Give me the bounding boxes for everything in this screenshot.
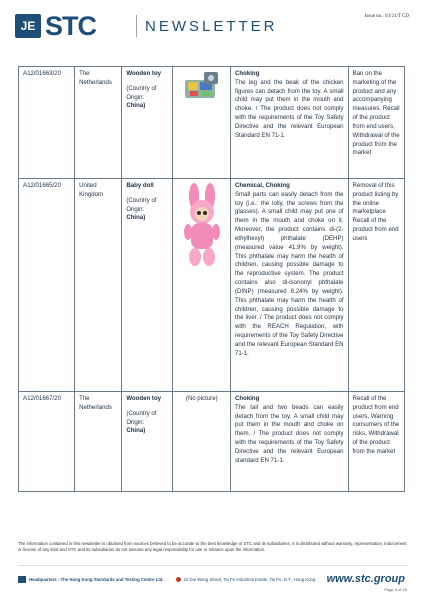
origin-value: China)	[126, 102, 146, 110]
product-cell	[122, 179, 173, 392]
recall-table	[18, 66, 405, 492]
origin-label: (Country of Origin:	[126, 84, 157, 101]
reference-cell: A12/01663/20	[19, 67, 75, 179]
table-row	[19, 67, 405, 179]
country-cell: The Netherlands	[75, 392, 122, 492]
page-number: Page 3 of 19	[384, 587, 407, 592]
origin-value: China)	[126, 427, 146, 435]
building-icon	[18, 576, 26, 583]
stc-logo	[15, 12, 96, 40]
issue-number: Issue no.: 03/21/T CD	[364, 14, 409, 19]
risk-title: Choking	[234, 70, 260, 77]
product-name: Wooden toy	[126, 70, 162, 77]
section-title: NEWSLETTER	[145, 18, 278, 35]
page-header	[0, 0, 425, 50]
risk-title: Choking	[234, 395, 260, 402]
reference-cell: A12/01667/20	[19, 392, 75, 492]
website-link[interactable]: www.stc.group	[326, 573, 405, 585]
table-row	[19, 179, 405, 392]
no-picture-text: (No picture)	[185, 395, 218, 402]
country-cell: United Kingdom	[75, 179, 122, 392]
risk-text: The tail and two beads can easily detach from the toy. A small child may put them in the mouth and choke on them. / The product does not comply with the requirements of the Toy Safety Directive and the relevant European standard EN 71-1.	[234, 403, 344, 464]
stc-logo-mark: JE	[15, 14, 41, 38]
stc-logo-text: STC	[45, 10, 96, 41]
country-cell: The Netherlands	[75, 67, 122, 179]
risk-cell	[230, 67, 348, 179]
risk-title: Chemical, Choking	[234, 182, 290, 189]
risk-text: Small parts can easily detach from the toy (i.e.: the lolly, the screws from the glasses). A small child may put one of them in the mouth and choke on it. Moreover, the product contains di-(2-ethylhexyl) phthalate (DEHP) (measured value 41.9% by weight). This phthalate may harm the health of children, causing possible damage to the reproductive system. The product contains also di-isononyl phthalate (DINP) (measured 8.24% by weight). This phthalate may harm the health of children, causing possible damage to the liver. / The product does not comply with the REACH Regulation, with requirements of the Toy Safety Directive and the relevant European Standard EN 71-1.	[234, 190, 344, 357]
address-text: 10 Dai Wang Street, Tai Po Industrial Estate, Tai Po, N.T., Hong Kong	[183, 576, 316, 582]
origin-label: (Country of Origin:	[126, 196, 157, 213]
measures-cell: Ban on the marketing of the product and any accompanying measures, Recall of the product from end users, Withdrawal of the product from the market	[348, 67, 404, 179]
disclaimer-text: The information contained in this newsletter is obtained from sources believed to be accurate to the best knowledge of STC and its subsidiaries. It is distributed without warranty, representation, inducement or license of any kind and STC and its subsidiaries do not assume any legal responsibility for use or reliance upon the information.	[18, 541, 407, 553]
picture-cell	[173, 67, 231, 179]
table-row	[19, 392, 405, 492]
measures-cell: Removal of this product listing by the online marketplace Recall of the product from end users	[348, 179, 404, 392]
picture-cell	[173, 179, 231, 392]
measures-cell: Recall of the product from end users, Warning consumers of the risks, Withdrawal of the product from the market	[348, 392, 404, 492]
product-cell	[122, 67, 173, 179]
headquarters-text: Headquarters - The Hong Kong Standards and Testing Centre Ltd.	[29, 576, 164, 582]
pink-bunny-doll-image	[180, 182, 224, 268]
picture-cell	[173, 392, 231, 492]
origin-value: China)	[126, 214, 146, 222]
wooden-toy-image	[182, 70, 222, 102]
location-pin-icon	[176, 577, 181, 582]
product-cell	[122, 392, 173, 492]
footer-divider	[18, 565, 408, 566]
reference-cell: A12/01665/20	[19, 179, 75, 392]
product-name: Wooden toy	[126, 395, 162, 402]
risk-text: The leg and the beak of the chicken figures can detach from the toy. A small child may put them in the mouth and choke. / The product does not comply with the requirements of the Toy Safety Directive and the relevant European Standard EN 71-1.	[234, 78, 344, 139]
risk-cell	[230, 392, 348, 492]
header-divider	[136, 15, 137, 37]
origin-label: (Country of Origin:	[126, 409, 157, 426]
risk-cell	[230, 179, 348, 392]
product-name: Baby doll	[126, 182, 154, 189]
